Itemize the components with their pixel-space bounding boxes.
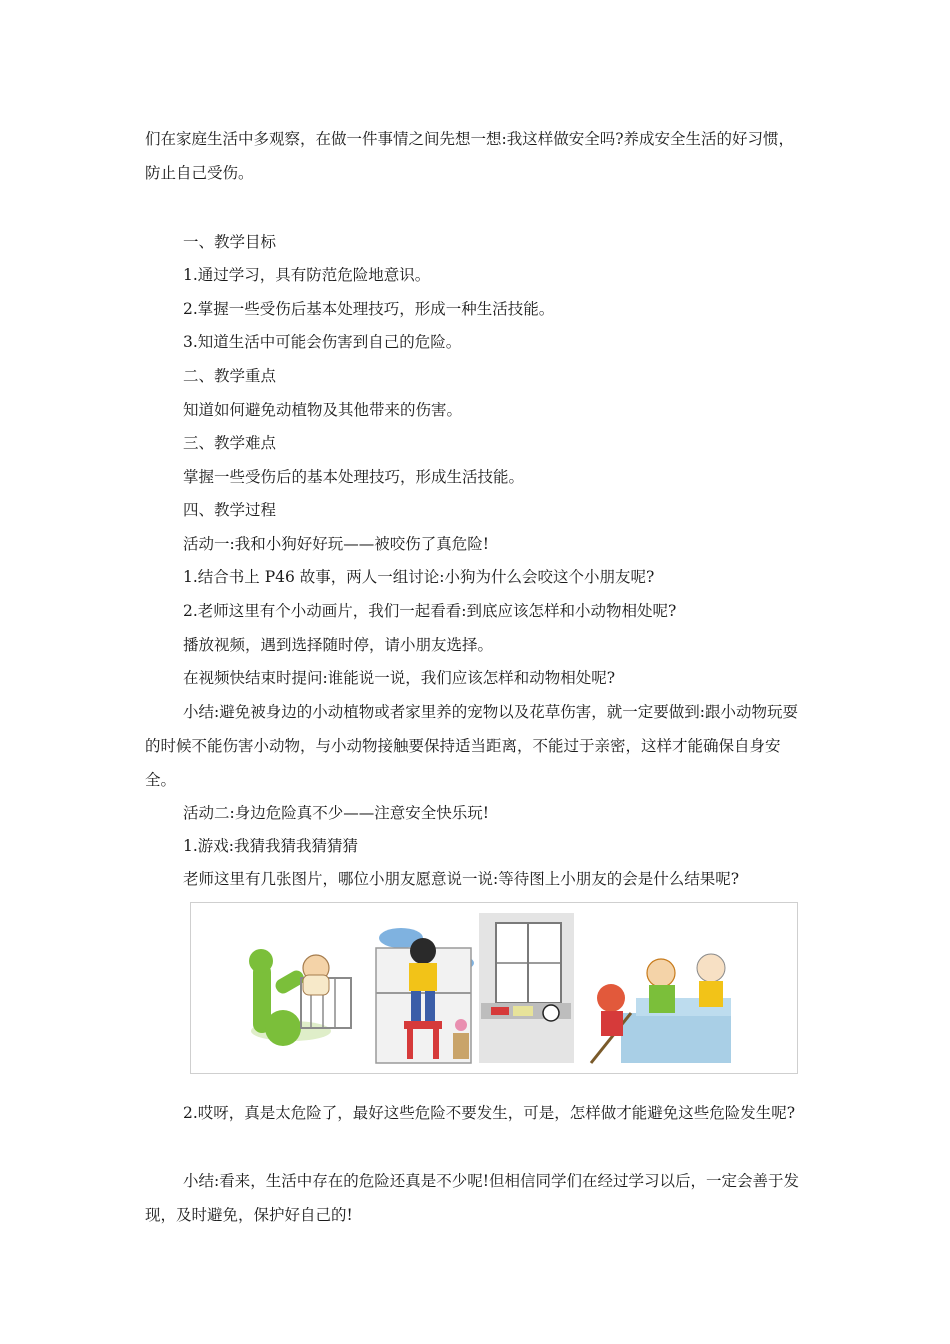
activity2-step2: 2.哎呀，真是太危险了，最好这些危险不要发生，可是，怎样做才能避免这些危险发生呢?	[183, 1104, 796, 1122]
section-title-goals: 一、教学目标	[183, 233, 277, 251]
activity2-game: 1.游戏:我猜我猜我猜猜猜	[183, 837, 359, 855]
activity2-prompt: 老师这里有几张图片，哪位小朋友愿意说一说:等待图上小朋友的会是什么结果呢?	[183, 870, 740, 888]
window-ball-illustration	[479, 913, 574, 1063]
activity1-summary: 小结:避免被身边的小动植物或者家里养的宠物以及花草伤害，就一定要做到:跟小动物玩耍的时候不能伤害小动物，与小动物接触要保持适当距离，不能过于亲密，这样才能确保自身安全。	[145, 703, 798, 789]
section-title-difficulty: 三、教学难点	[183, 434, 277, 452]
section-title-process: 四、教学过程	[183, 501, 277, 519]
activity2-summary: 小结:看来，生活中存在的危险还真是不少呢!但相信同学们在经过学习以后，一定会善于发现，及时避免，保护好自己的!	[145, 1172, 799, 1224]
intro-paragraph: 们在家庭生活中多观察，在做一件事情之间先想一想:我这样做安全吗?养成安全生活的好习惯，防止自己受伤。	[145, 130, 795, 182]
activity1-question: 在视频快结束时提问:谁能说一说，我们应该怎样和动物相处呢?	[183, 669, 616, 687]
activity1-step2: 2.老师这里有个小动画片，我们一起看看:到底应该怎样和小动物相处呢?	[183, 602, 677, 620]
baby-cactus-illustration	[249, 949, 351, 1046]
danger-pictures-figure	[190, 902, 798, 1074]
goal-item-1: 1.通过学习，具有防范危险地意识。	[183, 266, 431, 284]
children-stairs-illustration	[591, 954, 731, 1063]
activity1-title: 活动一:我和小狗好好玩——被咬伤了真危险!	[183, 535, 489, 553]
activity1-play: 播放视频，遇到选择随时停，请小朋友选择。	[183, 636, 494, 654]
goal-item-3: 3.知道生活中可能会伤害到自己的危险。	[183, 333, 462, 351]
key-point-text: 知道如何避免动植物及其他带来的伤害。	[183, 401, 463, 419]
section-title-key-point: 二、教学重点	[183, 367, 277, 385]
activity2-title: 活动二:身边危险真不少——注意安全快乐玩!	[183, 804, 489, 822]
goal-item-2: 2.掌握一些受伤后基本处理技巧，形成一种生活技能。	[183, 300, 555, 318]
activity1-step1: 1.结合书上 P46 故事，两人一组讨论:小狗为什么会咬这个小朋友呢?	[183, 568, 655, 586]
boy-window-illustration	[376, 928, 474, 1063]
difficulty-text: 掌握一些受伤后的基本处理技巧，形成生活技能。	[183, 468, 525, 486]
